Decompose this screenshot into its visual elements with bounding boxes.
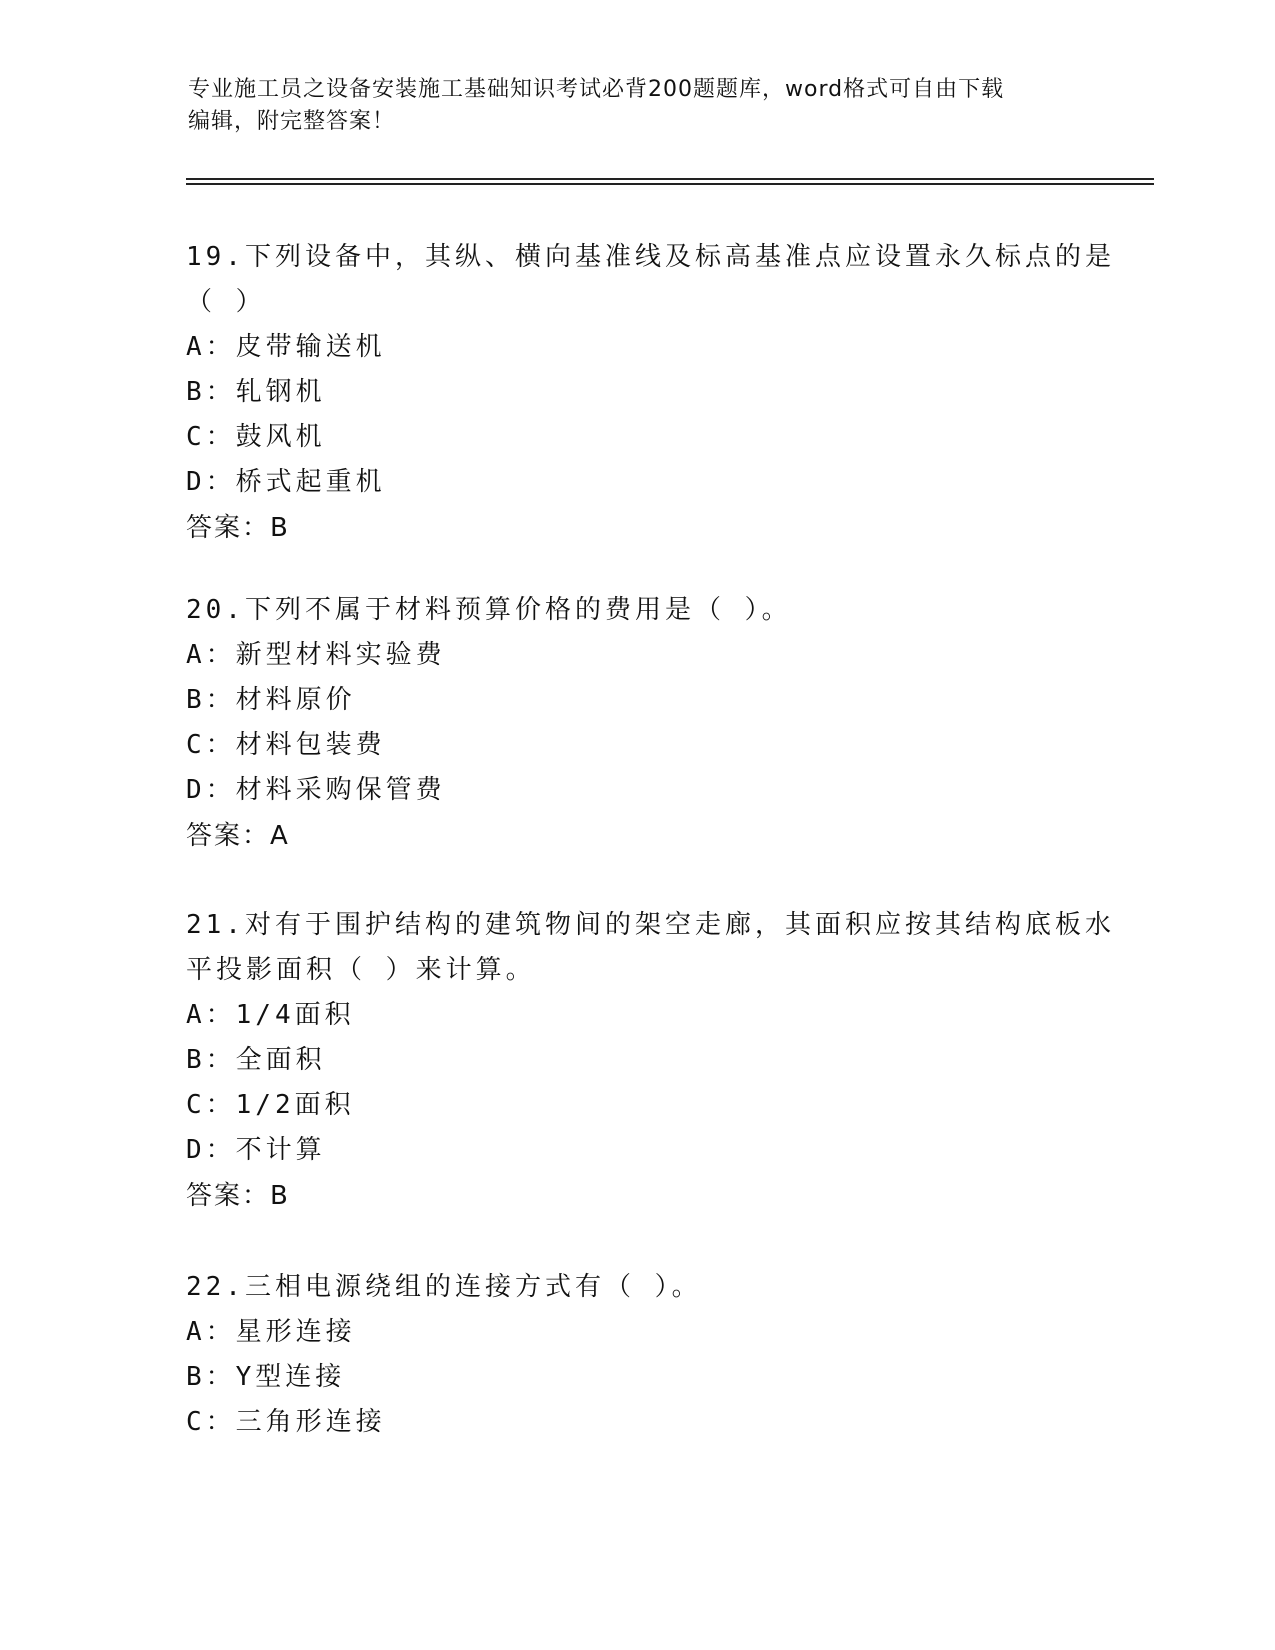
question-stem-line: 20.下列不属于材料预算价格的费用是（ ）。 bbox=[186, 595, 792, 625]
option-b: B：全面积 bbox=[186, 1045, 326, 1075]
option-c: C：鼓风机 bbox=[186, 422, 326, 452]
header-divider-top bbox=[186, 178, 1154, 180]
header-divider-bottom bbox=[186, 183, 1154, 185]
option-a: A：星形连接 bbox=[186, 1317, 356, 1347]
option-d: D：不计算 bbox=[186, 1135, 326, 1165]
header-line-2: 编辑，附完整答案！ bbox=[188, 109, 396, 134]
option-c: C：1/2面积 bbox=[186, 1090, 355, 1120]
question-stem-line: 21.对有于围护结构的建筑物间的架空走廊，其面积应按其结构底板水 bbox=[186, 910, 1115, 940]
question-stem-line: 平投影面积（ ）来计算。 bbox=[186, 955, 536, 985]
question-19 bbox=[186, 235, 1115, 551]
question-20 bbox=[186, 588, 1086, 859]
document-header bbox=[188, 74, 1088, 138]
option-b: B：材料原价 bbox=[186, 685, 356, 715]
answer-line: 答案：B bbox=[186, 1181, 290, 1211]
question-stem-line: （ ） bbox=[186, 287, 266, 317]
header-line-1: 专业施工员之设备安装施工基础知识考试必背200题题库，word格式可自由下载 bbox=[188, 77, 1005, 102]
question-stem-line: 22.三相电源绕组的连接方式有（ ）。 bbox=[186, 1272, 702, 1302]
option-a: A：皮带输送机 bbox=[186, 332, 386, 362]
option-d: D：桥式起重机 bbox=[186, 467, 386, 497]
question-stem-line: 19.下列设备中，其纵、横向基准线及标高基准点应设置永久标点的是 bbox=[186, 242, 1115, 272]
option-b: B：轧钢机 bbox=[186, 377, 326, 407]
answer-line: 答案：B bbox=[186, 513, 290, 543]
question-22 bbox=[186, 1265, 1086, 1445]
option-a: A：1/4面积 bbox=[186, 1000, 355, 1030]
option-c: C：三角形连接 bbox=[186, 1407, 386, 1437]
option-c: C：材料包装费 bbox=[186, 730, 386, 760]
option-d: D：材料采购保管费 bbox=[186, 775, 446, 805]
question-21 bbox=[186, 903, 1115, 1219]
option-b: B：Y型连接 bbox=[186, 1362, 346, 1392]
answer-line: 答案：A bbox=[186, 821, 290, 851]
option-a: A：新型材料实验费 bbox=[186, 640, 446, 670]
